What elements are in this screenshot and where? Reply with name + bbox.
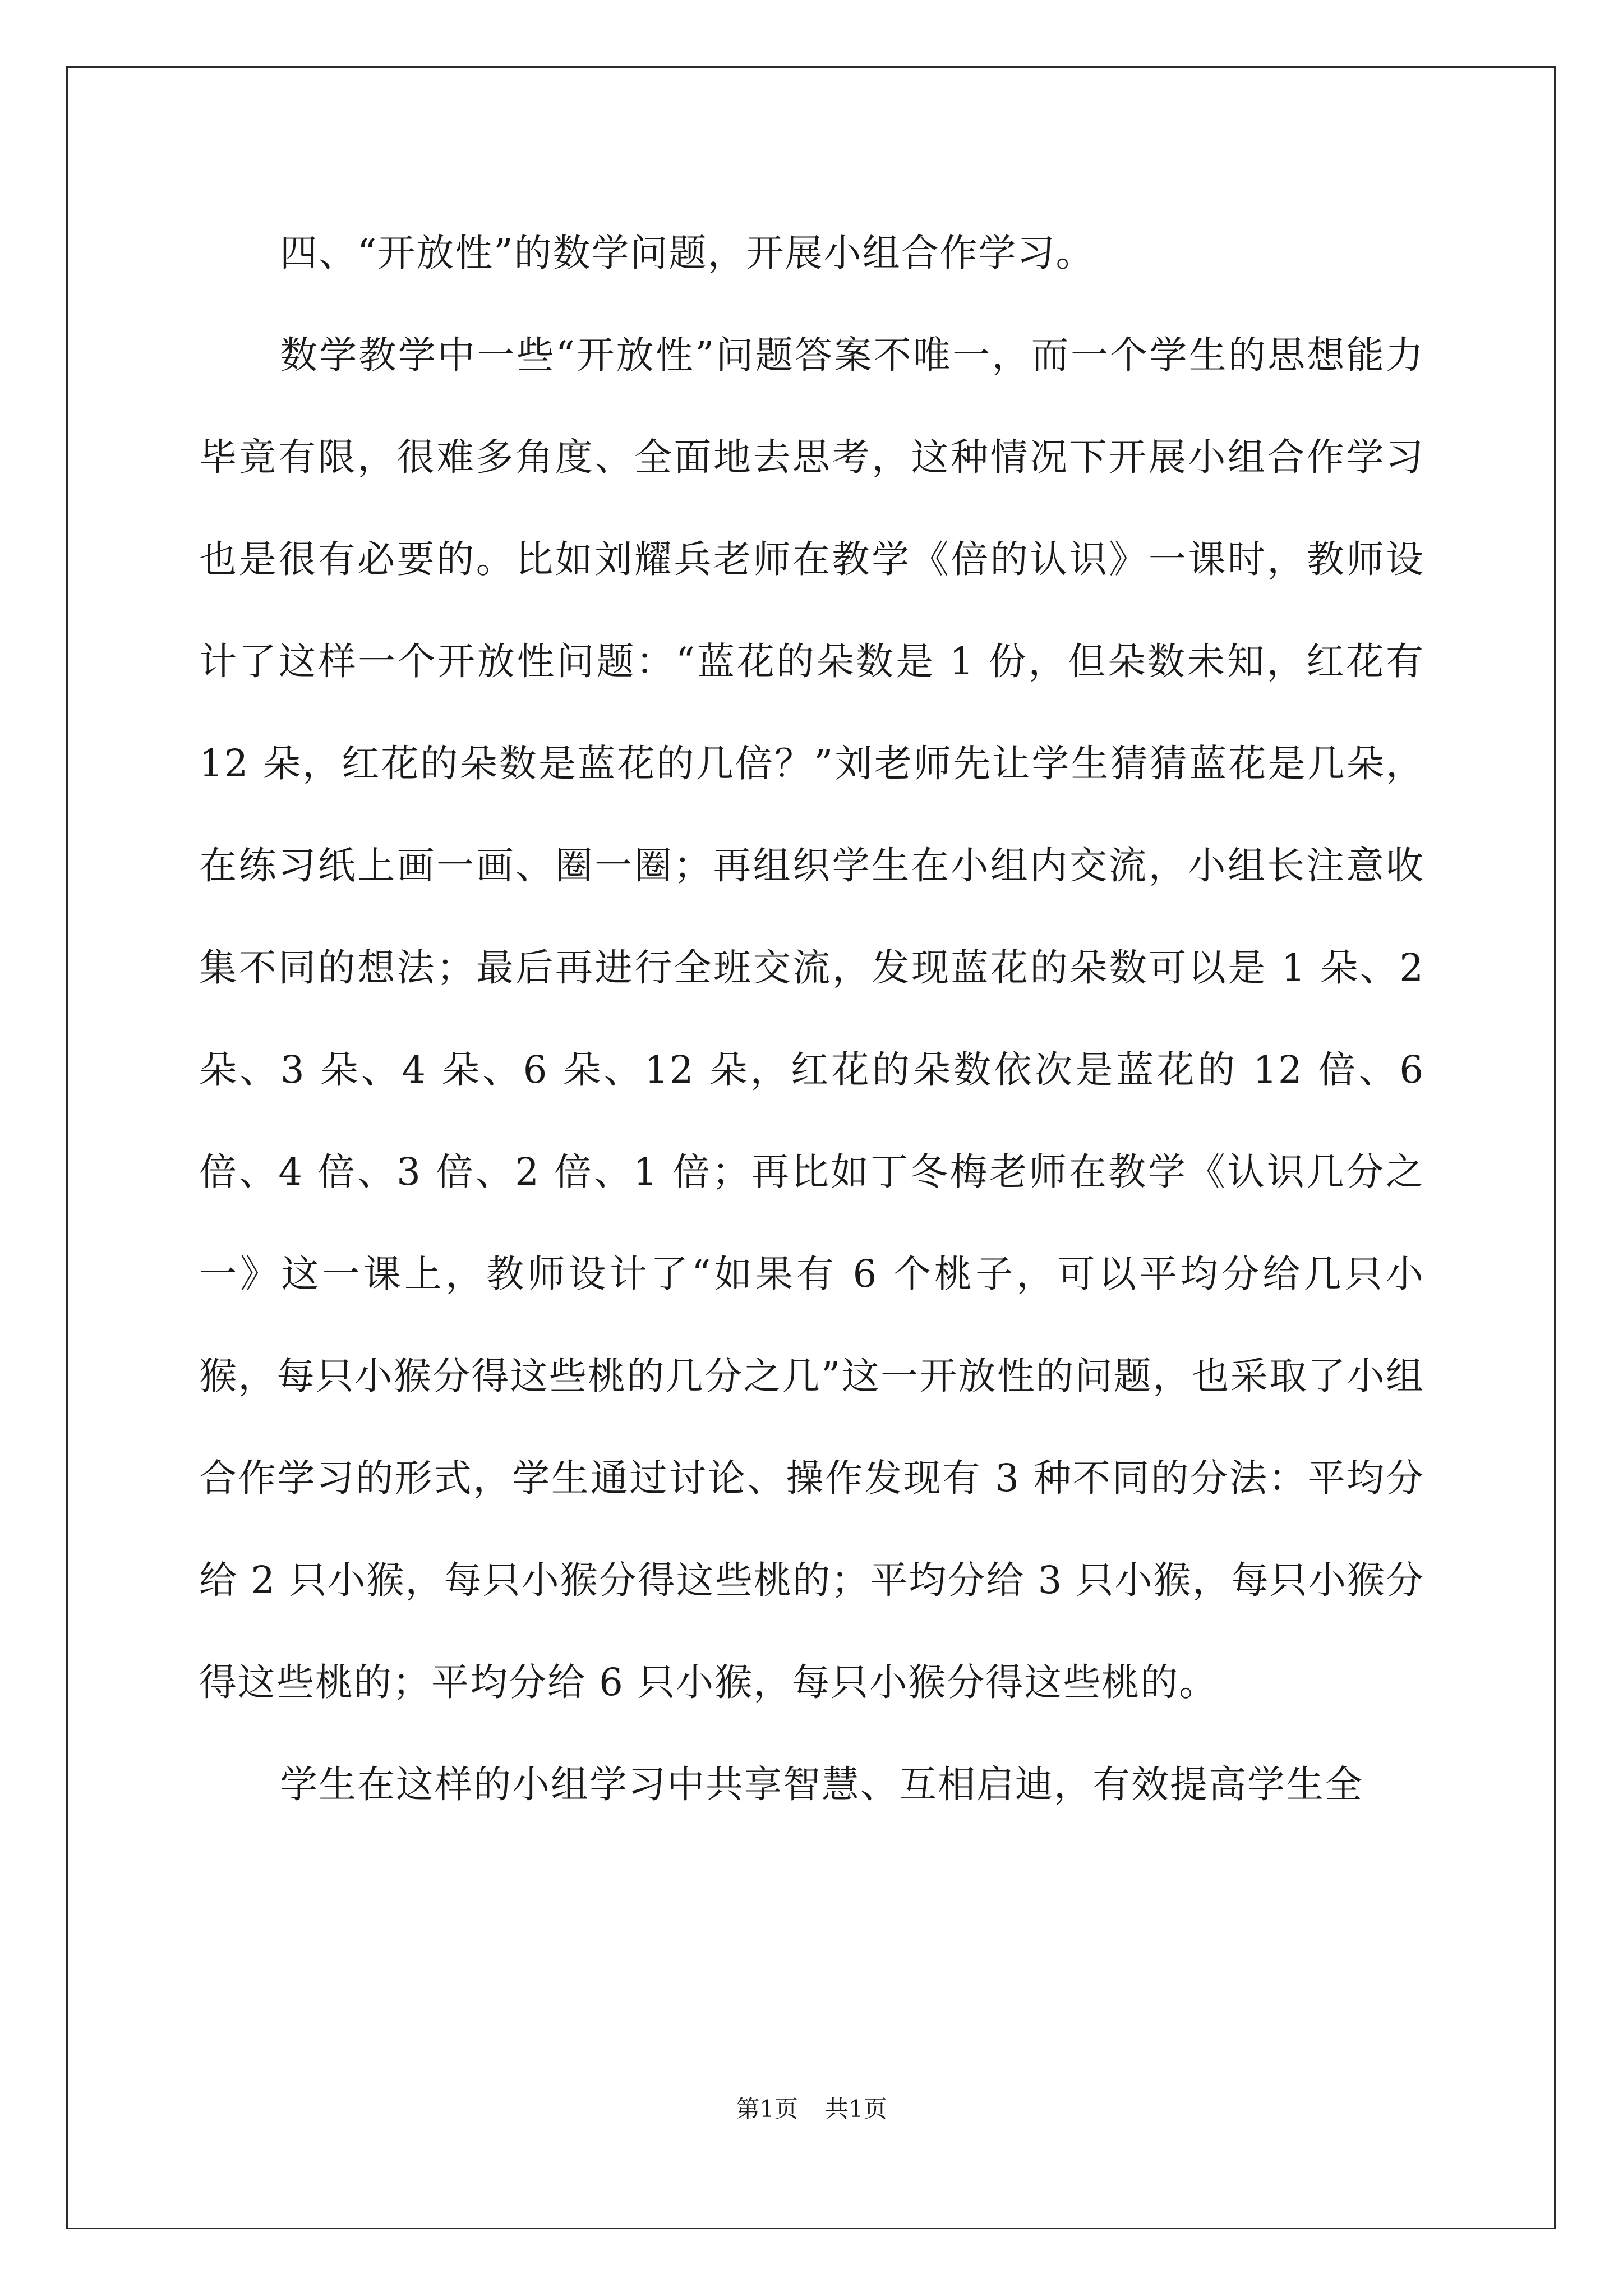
page-number: 第1页: [736, 2095, 798, 2123]
section-heading: 四、“开放性”的数学问题，开展小组合作学习。: [280, 231, 1095, 275]
document-body: [199, 202, 1424, 1835]
page-total: 共1页: [825, 2095, 887, 2123]
body-paragraph: 学生在这样的小组学习中共享智慧、互相启迪，有效提高学生全: [280, 1763, 1363, 1806]
body-paragraph: 数学教学中一些“开放性”问题答案不唯一，而一个学生的思想能力毕竟有限，很难多角度、全面地去思考，这种情况下开展小组合作学习也是很有必要的。比如刘耀兵老师在教学《倍的认识》一课时，教师设计了这样一个开放性问题：“蓝花的朵数是 1 份，但朵数未知，红花有 12 朵，红花的朵数是蓝花的几倍？”刘老师先让学生猜猜蓝花是几朵，在练习纸上画一画、圈一圈；再组织学生在小组内交流，小组长注意收集不同的想法；最后再进行全班交流，发现蓝花的朵数可以是 1 朵、2 朵、3 朵、4 朵、6 朵、12 朵，红花的朵数依次是蓝花的 12 倍、6 倍、4 倍、3 倍、2 倍、1 倍；再比如丁冬梅老师在教学《认识几分之一》这一课上，教师设计了“如果有 6 个桃子，可以平均分给几只小猴，每只小猴分得这些桃的几分之几”这一开放性的问题，也采取了小组合作学习的形式，学生通过讨论、操作发现有 3 种不同的分法：平均分给 2 只小猴，每只小猴分得这些桃的；平均分给 3 只小猴，每只小猴分得这些桃的；平均分给 6 只小猴，每只小猴分得这些桃的。: [199, 333, 1424, 1704]
page-footer: [0, 2092, 1623, 2126]
